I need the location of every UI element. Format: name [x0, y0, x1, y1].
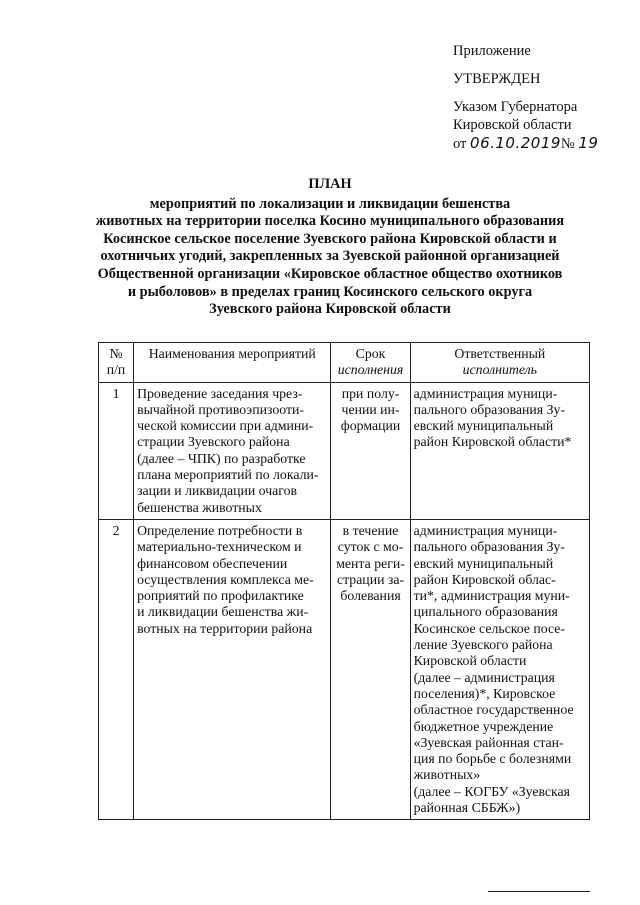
handwritten-date: 06.10.2019 — [470, 134, 561, 152]
plan-table — [98, 342, 590, 820]
plan-heading: ПЛАН — [308, 176, 352, 192]
row-term: в течение суток с мо- мента реги- страции за- болевания — [331, 519, 410, 819]
decree-date-line — [453, 134, 598, 153]
number-prefix: № — [560, 136, 575, 152]
header-term: Срок исполнения — [331, 343, 410, 383]
handwritten-number: 19 — [578, 134, 599, 152]
date-prefix: от — [453, 136, 467, 152]
row-responsible: администрация муници- пального образования Зу- евский муниципальный район Кировской облас- ти*, администрация муни- ципального образования Косинское сельское посе- ление Зуевского района Кировской области (далее – администрация поселения)*, Кировское областное государственное бюджетное учреждение «Зуевская районная стан- ция по борьбе с болезнями животных» (далее – КОГБУ «Зуевская районная СББЖ») — [410, 519, 589, 819]
appendix-label: Приложение — [453, 43, 531, 59]
title-line: охотничьих угодий, закрепленных за Зуевской районной организацией — [100, 248, 560, 265]
header-num: № п/п — [99, 343, 134, 383]
approved-label: УТВЕРЖДЕН — [453, 71, 541, 87]
title-line: Зуевского района Кировской области — [209, 301, 451, 318]
row-name: Проведение заседания чрез- вычайной противоэпизооти- ческой комиссии при админи- страции Зуевского района (далее – ЧПК) по разработке плана мероприятий по локали- зации и ликвидации очагов бешенства животных — [134, 382, 331, 519]
title-line: и рыболовов» в пределах границ Косинского сельского округа — [127, 283, 533, 300]
header-name: Наименования мероприятий — [134, 343, 331, 383]
approval-block — [453, 42, 598, 153]
header-resp: Ответственный исполнитель — [410, 343, 589, 383]
decree-line-2: Кировской области — [453, 117, 572, 133]
title-line: Общественной организации «Кировское областное общество охотников — [97, 265, 563, 282]
row-number: 2 — [99, 519, 134, 819]
title-line: Косинское сельское поселение Зуевского района Кировской области и — [103, 230, 557, 247]
table-header-row — [99, 343, 590, 383]
document-title — [70, 176, 590, 319]
row-responsible: администрация муници- пального образования Зу- евский муниципальный район Кировской области* — [410, 382, 589, 519]
decree-line-1: Указом Губернатора — [453, 99, 578, 115]
title-line: мероприятий по локализации и ликвидации бешенства — [149, 195, 511, 212]
row-number: 1 — [99, 382, 134, 519]
row-name: Определение потребности в материально-техническом и финансовом обеспечении осуществления комплекса ме- роприятий по профилактике и ликвидации бешенства жи- вотных на территории района — [134, 519, 331, 819]
row-term: при полу- чении ин- формации — [331, 382, 410, 519]
title-line: животных на территории поселка Косино муниципального образования — [95, 213, 565, 230]
table-row — [99, 519, 590, 819]
table-row — [99, 382, 590, 519]
footer-divider — [488, 891, 590, 892]
